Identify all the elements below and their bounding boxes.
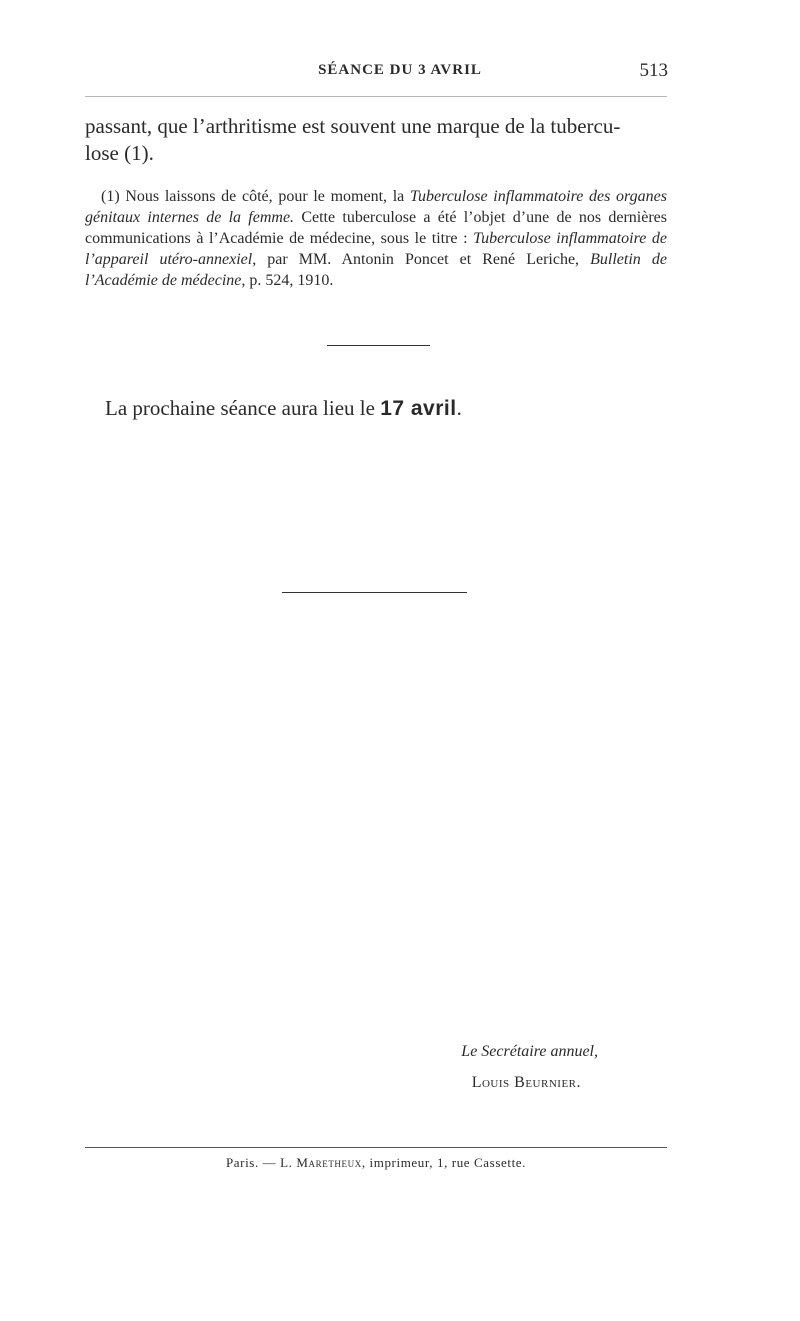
footnote-italic-2: Tuberculose inflammatoire de l’appareil utéro-annexiel,	[85, 230, 668, 268]
signature-role: Le Secrétaire annuel,	[461, 1043, 598, 1060]
signature-name: Louis Beurnier.	[471, 1074, 581, 1091]
body-line-2: lose (1).	[85, 141, 154, 165]
footnote	[85, 186, 667, 291]
running-title: SÉANCE DU 3 AVRIL	[318, 62, 482, 78]
imprint-printer: Maretheux	[296, 1155, 362, 1170]
imprint-prefix: Paris. — L.	[225, 1155, 297, 1170]
body-line-1: passant, que l’arthritisme est souvent une marque de la tubercu-	[85, 114, 621, 138]
announcement-date: 17 avril	[380, 397, 457, 420]
section-divider-1	[327, 345, 430, 346]
page-number: 513	[639, 60, 668, 81]
announcement-end: .	[456, 396, 462, 420]
next-session-announcement	[105, 396, 462, 421]
printer-imprint	[0, 1155, 752, 1171]
footnote-text-4: p. 524, 1910.	[245, 272, 334, 289]
footnote-text-1: (1) Nous laissons de côté, pour le moment, la	[101, 188, 410, 205]
body-paragraph	[85, 113, 667, 167]
footnote-italic-3: Bulletin de l’Académie de médecine,	[85, 251, 667, 289]
footnote-text-3: par MM. Antonin Poncet et René Leriche,	[256, 251, 591, 268]
footnote-italic-1: Tuberculose inflammatoire des organes génitaux internes de la femme.	[85, 188, 668, 226]
running-header	[0, 60, 800, 84]
footer-divider	[85, 1147, 667, 1148]
imprint-suffix: , imprimeur, 1, rue Cassette.	[361, 1155, 527, 1170]
footnote-text-2: Cette tuberculose a été l’objet d’une de nos dernières communications à l’Académie de médecine, sous le titre :	[85, 209, 667, 247]
announcement-text: La prochaine séance aura lieu le	[105, 396, 381, 420]
header-divider	[85, 96, 667, 97]
section-divider-2	[282, 592, 467, 593]
